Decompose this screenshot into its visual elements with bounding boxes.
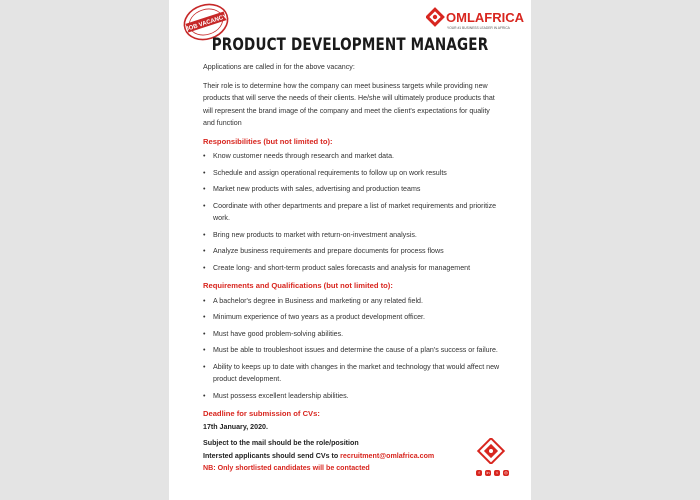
list-item: • Coordinate with other departments and prepare a list of market requirements and prioritize work. (203, 200, 503, 225)
logo-text: OMLAFRICA (446, 10, 524, 25)
list-item: • Must possess excellent leadership abilities. (203, 390, 503, 403)
vacancy-document (169, 0, 531, 500)
list-item: • A bachelor's degree in Business and marketing or any related field. (203, 295, 503, 308)
apply-prefix: Intersted applicants should send CVs to (203, 451, 341, 460)
list-item: • Schedule and assign operational requirements to follow up on work results (203, 167, 503, 180)
responsibilities-list (203, 150, 503, 274)
logo-tagline: YOUR #1 BUSINESS LEADER IN AFRICA (447, 26, 510, 30)
list-item: • Must have good problem-solving abilities. (203, 328, 503, 341)
role-description: Their role is to determine how the company can meet business targets while providing new products that will serve the needs of their clients. He/she will ultimately produce products that will represent the brand image of the company and meet the client's expectations for quality and function (203, 81, 495, 127)
twitter-icon[interactable]: t (494, 470, 500, 476)
social-links (476, 470, 516, 478)
facebook-icon[interactable]: f (476, 470, 482, 476)
document-body (203, 61, 503, 475)
list-item: • Minimum experience of two years as a product development officer. (203, 311, 503, 324)
deadline-date: 17th January, 2020. (203, 422, 268, 431)
list-item: • Must be able to troubleshoot issues and determine the cause of a plan's success or failure. (203, 344, 503, 357)
stamp-text: JOB VACANCY (184, 13, 228, 33)
list-item: • Know customer needs through research and market data. (203, 150, 503, 163)
requirements-heading: Requirements and Qualifications (but not limited to): (203, 281, 393, 290)
omlafrica-logo (426, 5, 526, 37)
subject-note: Subject to the mail should be the role/position (203, 439, 359, 447)
bottom-logo-icon (476, 438, 506, 464)
requirements-list (203, 295, 503, 403)
list-item: • Analyze business requirements and prepare documents for process flows (203, 245, 503, 258)
list-item: • Market new products with sales, advertising and production teams (203, 183, 503, 196)
responsibilities-heading: Responsibilities (but not limited to): (203, 136, 333, 146)
instagram-icon[interactable]: ◎ (504, 470, 508, 475)
apply-instructions (203, 450, 503, 463)
list-item: • Bring new products to market with return-on-investment analysis. (203, 229, 503, 242)
linkedin-icon[interactable]: in (486, 470, 490, 475)
deadline-heading: Deadline for submission of CVs: (203, 409, 320, 418)
list-item: • Create long- and short-term product sales forecasts and analysis for management (203, 262, 503, 275)
email-link[interactable]: recruitment@omlafrica.com (340, 451, 435, 460)
intro-text: Applications are called in for the above vacancy: (203, 63, 355, 71)
list-item: • Ability to keeps up to date with changes in the market and technology that would affect new product development. (203, 361, 503, 386)
shortlist-note: NB: Only shortlisted candidates will be contacted (203, 464, 370, 472)
page-title: PRODUCT DEVELOPMENT MANAGER (211, 35, 489, 54)
